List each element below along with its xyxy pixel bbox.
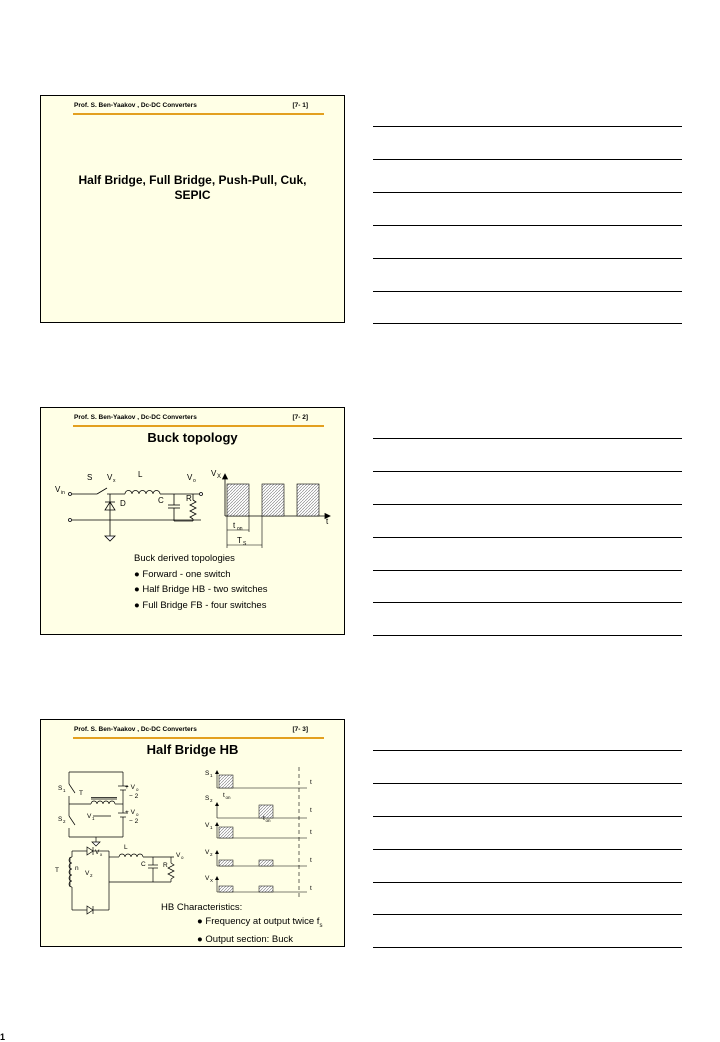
svg-text:1: 1 [92,816,95,821]
svg-text:o: o [181,855,184,860]
svg-text:V: V [187,473,193,482]
notes-line [373,225,682,226]
svg-text:X: X [217,474,222,480]
svg-text:S: S [205,795,210,802]
svg-text:V: V [87,813,92,820]
svg-text:x: x [100,852,103,857]
notes-line [373,602,682,603]
svg-text:S: S [58,785,63,792]
characteristic-item: ● Frequency at output twice $f_s$ [197,916,323,929]
svg-text:t: t [310,807,312,814]
svg-text:T: T [55,867,59,874]
svg-text:S: S [243,541,247,547]
svg-text:1: 1 [210,825,213,830]
svg-text:t: t [223,792,225,799]
slide-2 [40,407,345,635]
notes-line [373,914,682,915]
bullet-text: Forward - one switch [142,568,231,580]
bullet-item: ● Half Bridge HB - two switches [134,584,268,595]
svg-text:n: n [75,865,79,872]
characteristics-heading: HB Characteristics: [161,902,243,913]
notes-line [373,882,682,883]
svg-text:on: on [225,795,231,800]
characteristic-item: ● Output section: Buck [197,933,294,945]
svg-text:V: V [55,485,61,494]
notes-line [373,504,682,505]
svg-text:2: 2 [210,798,213,803]
svg-text:+ V: + V [125,809,135,816]
svg-text:t: t [310,857,312,864]
header-rule [73,113,324,115]
svg-text:X: X [210,878,214,883]
svg-text:L: L [124,844,128,851]
svg-text:o: o [136,812,139,817]
notes-line [373,783,682,784]
svg-text:L: L [138,470,143,479]
notes-line [373,635,682,636]
svg-text:+ V: + V [125,784,135,791]
header-author: Prof. S. Ben-Yaakov , Dc-DC Converters [74,102,197,109]
svg-text:C: C [158,496,164,505]
bullets-heading: Buck derived topologies [134,553,235,564]
svg-text:t: t [310,885,312,892]
slide-1 [40,95,345,323]
notes-line [373,192,682,193]
svg-text:C: C [141,861,146,868]
slide-3 [40,719,345,947]
svg-text:t: t [326,517,329,526]
notes-line [373,291,682,292]
svg-text:V: V [85,870,90,877]
notes-line [373,947,682,948]
svg-text:− 2: − 2 [129,818,139,825]
slide-title-line-1: Half Bridge, Full Bridge, Push-Pull, Cuk, [78,173,307,187]
slide-title-line-2: SEPIC [174,188,211,202]
slide-number: [7- 2] [292,414,308,421]
notes-line [373,471,682,472]
bullet-list [134,551,268,613]
notes-line [373,258,682,259]
svg-text:t: t [263,815,265,822]
svg-text:V: V [176,852,181,859]
svg-text:V: V [211,469,217,478]
svg-text:t: t [310,829,312,836]
slide-number: [7- 3] [292,726,308,733]
svg-text:t: t [233,521,236,530]
characteristic-text: Frequency at output twice f [205,916,320,927]
notes-line [373,750,682,751]
svg-text:− 2: − 2 [129,793,139,800]
slide-number: [7- 1] [292,102,308,109]
bullet-item: ● Forward - one switch [134,568,231,580]
svg-text:V: V [205,875,210,882]
characteristics-list [161,901,322,947]
svg-text:T: T [237,536,242,545]
svg-text:S: S [58,816,63,823]
notes-line [373,570,682,571]
bullet-item: ● Full Bridge FB - four switches [134,599,267,611]
slide-title [41,173,344,203]
svg-text:2: 2 [63,819,66,824]
svg-text:2: 2 [210,852,213,857]
header-author: Prof. S. Ben-Yaakov , Dc-DC Converters [74,414,197,421]
svg-text:V: V [95,849,100,856]
notes-line [373,159,682,160]
svg-text:V: V [205,822,210,829]
slide-title: Half Bridge HB [146,742,239,757]
characteristic-text: Output section: Buck [205,933,294,945]
notes-line [373,438,682,439]
svg-text:S: S [205,770,210,777]
svg-text:on: on [265,818,271,823]
svg-text:o: o [136,787,139,792]
svg-text:1: 1 [210,773,213,778]
svg-text:t: t [310,779,312,786]
notes-line [373,537,682,538]
svg-text:R: R [163,862,168,869]
svg-text:R: R [186,494,192,503]
bullet-text: Half Bridge HB - two switches [142,584,268,595]
svg-text:V: V [205,849,210,856]
notes-line [373,323,682,324]
svg-text:on: on [237,526,243,532]
page-number: 1 [0,1032,6,1042]
slide-title: Buck topology [147,430,238,445]
svg-text:V: V [107,473,113,482]
bullet-text: Full Bridge FB - four switches [142,599,267,611]
svg-text:x: x [113,478,116,484]
svg-text:T: T [79,790,83,797]
svg-text:D: D [120,499,126,508]
svg-text:1: 1 [63,788,66,793]
notes-line [373,126,682,127]
svg-text:o: o [193,478,196,484]
svg-text:in: in [61,490,65,496]
notes-line [373,849,682,850]
svg-text:S: S [87,473,93,482]
header-author: Prof. S. Ben-Yaakov , Dc-DC Converters [74,726,197,733]
notes-line [373,816,682,817]
svg-text:2: 2 [90,873,93,878]
